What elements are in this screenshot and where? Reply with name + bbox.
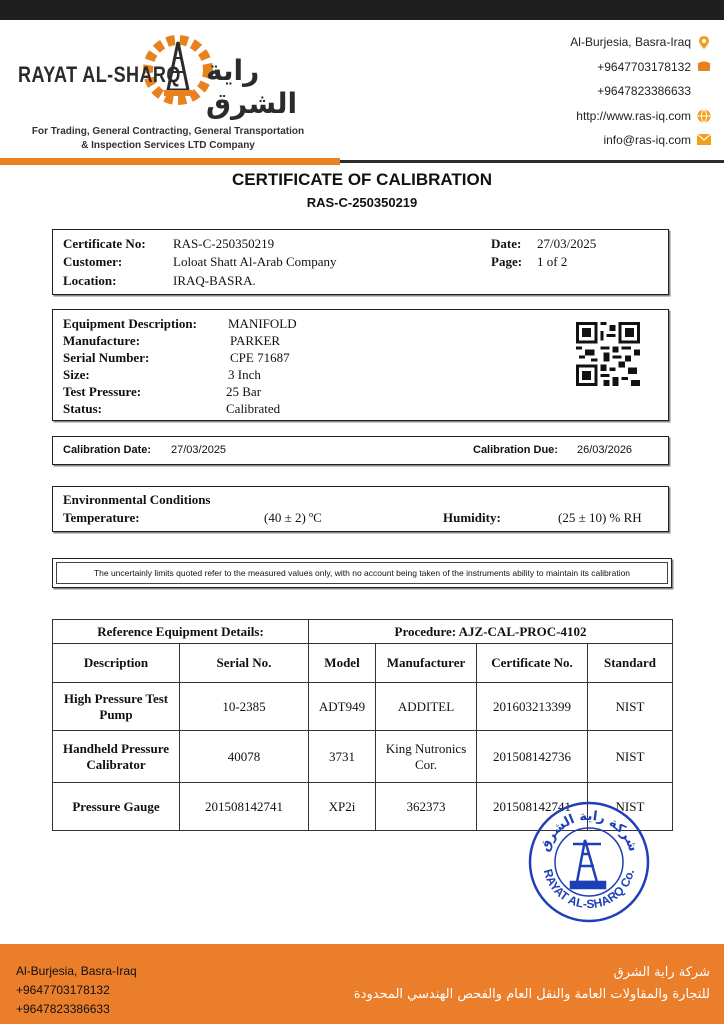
column-header: Model	[309, 644, 376, 683]
equipment-box	[52, 309, 669, 421]
stamp-oil-rig-icon	[571, 840, 605, 888]
footer-arabic-line-1: شركة راية الشرق	[613, 965, 710, 980]
certificate-code: RAS-C-250350219	[306, 195, 418, 210]
table-cell: ADDITEL	[376, 683, 477, 731]
svg-text:RAYAT AL-SHARQ Co.	[541, 867, 637, 911]
status-value: Calibrated	[226, 401, 281, 416]
spacer-icon	[697, 85, 710, 98]
contact-address-text: Al-Burjesia, Basra-Iraq	[570, 35, 691, 50]
page-value: 1 of 2	[537, 254, 568, 269]
serial-number-label: Serial Number:	[63, 350, 150, 365]
phone-icon	[697, 60, 710, 73]
table-row	[53, 683, 673, 731]
contact-phone-2-text: +9647823386633	[597, 84, 691, 99]
customer-value: Loloat Shatt Al-Arab Company	[173, 254, 337, 269]
table-cell: 201508142736	[477, 731, 588, 783]
column-header: Serial No.	[180, 644, 309, 683]
contact-website[interactable]	[570, 104, 710, 129]
contact-website-text[interactable]: http://www.ras-iq.com	[576, 108, 691, 123]
stamp-bottom-text: RAYAT AL-SHARQ Co.	[540, 867, 638, 912]
uncertainty-note-box	[52, 558, 672, 588]
serial-number-value: CPE 71687	[230, 350, 290, 365]
test-pressure-label: Test Pressure:	[63, 384, 142, 399]
contact-phone-2	[570, 79, 710, 104]
table-cell: 40078	[180, 731, 309, 783]
test-pressure-value: 25 Bar	[226, 384, 262, 399]
customer-label: Customer:	[63, 254, 123, 269]
environment-heading: Environmental Conditions	[63, 492, 211, 507]
contact-email-text[interactable]: info@ras-iq.com	[603, 133, 691, 148]
table-cell: XP2i	[309, 783, 376, 831]
document-title: CERTIFICATE OF CALIBRATION	[231, 170, 492, 189]
equipment-description-value: MANIFOLD	[228, 316, 297, 331]
environment-box	[52, 486, 669, 532]
date-value: 27/03/2025	[537, 236, 597, 251]
table-cell: 362373	[376, 783, 477, 831]
globe-icon	[697, 109, 710, 122]
uncertainty-note-text: The uncertainly limits quoted refer to the measured values only, with no account being taken of the instruments ability to maintain its calibration	[56, 562, 668, 584]
table-cell: 3731	[309, 731, 376, 783]
table-cell: 201603213399	[477, 683, 588, 731]
qr-code-icon	[576, 322, 640, 386]
size-label: Size:	[63, 367, 90, 382]
column-header: Certificate No.	[477, 644, 588, 683]
table-column-row	[53, 644, 673, 683]
footer-phone-1: +9647703178132	[16, 983, 110, 997]
table-cell: NIST	[588, 783, 673, 831]
table-cell: King Nutronics Cor.	[376, 731, 477, 783]
top-bar	[0, 0, 724, 20]
table-cell: 201508142741	[477, 783, 588, 831]
humidity-value: (25 ± 10) % RH	[558, 510, 642, 525]
company-stamp	[527, 800, 651, 924]
date-label: Date:	[491, 236, 522, 251]
table-cell: 10-2385	[180, 683, 309, 731]
humidity-label: Humidity:	[443, 510, 501, 525]
header-contacts	[570, 30, 710, 153]
manufacturer-label: Manufacture:	[63, 333, 141, 348]
page-label: Page:	[491, 254, 523, 269]
certificate-no-label: Certificate No:	[63, 236, 146, 251]
calibration-due-label: Calibration Due:	[473, 444, 558, 456]
size-value: 3 Inch	[228, 367, 261, 382]
footer	[0, 944, 724, 1024]
table-header-row	[53, 620, 673, 644]
contact-address	[570, 30, 710, 55]
certificate-no-value: RAS-C-250350219	[173, 236, 275, 251]
calibration-date-label: Calibration Date:	[63, 444, 152, 456]
contact-email[interactable]	[570, 128, 710, 153]
footer-arabic-line-2: للتجارة والمقاولات العامة والنقل العام والفحص الهندسي المحدودة	[353, 987, 710, 1002]
envelope-icon	[697, 134, 710, 147]
logo-text-ar: راية الشرق	[206, 54, 298, 120]
table-cell: NIST	[588, 683, 673, 731]
table-cell: Pressure Gauge	[53, 783, 180, 831]
contact-phone-1	[570, 55, 710, 80]
contact-phone-1-text: +9647703178132	[597, 59, 691, 74]
table-cell: 201508142741	[180, 783, 309, 831]
procedure-heading: Procedure: AJZ-CAL-PROC-4102	[309, 620, 673, 644]
equipment-description-label: Equipment Description:	[63, 316, 197, 331]
column-header: Manufacturer	[376, 644, 477, 683]
table-cell: NIST	[588, 731, 673, 783]
header-divider	[0, 158, 724, 165]
table-cell: ADT949	[309, 683, 376, 731]
column-header: Standard	[588, 644, 673, 683]
location-pin-icon	[697, 36, 710, 49]
table-cell: High Pressure Test Pump	[53, 683, 180, 731]
manufacturer-value: PARKER	[230, 333, 281, 348]
footer-arabic	[354, 962, 710, 1006]
company-tagline	[18, 125, 318, 153]
reference-heading: Reference Equipment Details:	[53, 620, 309, 644]
temperature-value: (40 ± 2) ºC	[264, 510, 322, 525]
tagline-line-2: & Inspection Services LTD Company	[81, 140, 255, 151]
location-value: IRAQ-BASRA.	[173, 273, 256, 288]
table-row	[53, 731, 673, 783]
calibration-date-value: 27/03/2025	[171, 444, 227, 456]
column-header: Description	[53, 644, 180, 683]
status-label: Status:	[63, 401, 103, 416]
temperature-label: Temperature:	[63, 510, 140, 525]
table-cell: Handheld Pressure Calibrator	[53, 731, 180, 783]
calibration-dates-box	[52, 436, 669, 465]
tagline-line-1: For Trading, General Contracting, General Transportation	[31, 126, 305, 137]
footer-address: Al-Burjesia, Basra-Iraq	[16, 964, 137, 978]
company-logo	[18, 28, 318, 120]
footer-contacts	[16, 962, 137, 1019]
calibration-due-value: 26/03/2026	[577, 444, 633, 456]
logo-text-en: RAYAT AL-SHARQ	[18, 62, 181, 87]
location-label: Location:	[63, 273, 117, 288]
stamp-top-text: شركة راية الشرق	[537, 808, 641, 854]
footer-phone-2: +9647823386633	[16, 1002, 110, 1016]
certificate-info-box	[52, 229, 669, 295]
